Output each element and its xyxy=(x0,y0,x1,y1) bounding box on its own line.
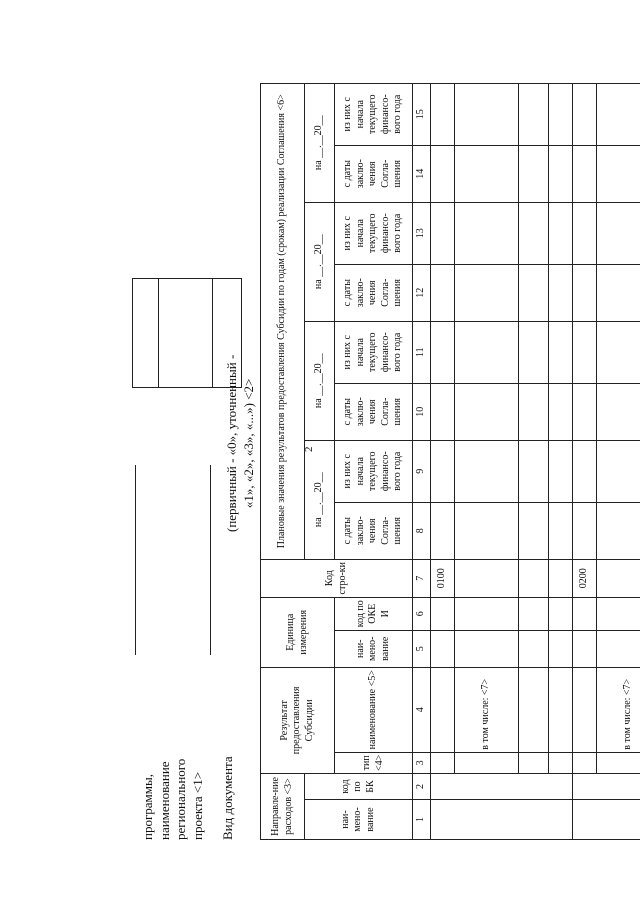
table-row xyxy=(597,83,640,839)
year-3: на __.__20__ xyxy=(305,202,335,321)
cell[interactable] xyxy=(549,597,573,630)
cell[interactable] xyxy=(549,440,573,502)
cell[interactable] xyxy=(597,502,640,559)
cell[interactable] xyxy=(519,264,549,321)
cell[interactable] xyxy=(455,202,519,264)
cell[interactable] xyxy=(597,752,640,773)
col-since-date: с даты заклю-чения Согла-шения xyxy=(335,502,413,559)
in-total-label: в том числе: <7> xyxy=(597,667,640,752)
cell[interactable] xyxy=(431,264,455,321)
cell[interactable] xyxy=(431,630,455,667)
h-planned: Плановые значения результатов предоставления Субсидии по годам (срокам) реализации Соглашения <6> xyxy=(261,83,305,559)
sub-code-bk: код по БК xyxy=(305,774,413,800)
cell[interactable] xyxy=(455,597,519,630)
page-number: 2 xyxy=(303,446,315,452)
cell[interactable] xyxy=(455,559,519,597)
cell[interactable] xyxy=(549,667,573,752)
col-num: 2 xyxy=(413,774,431,800)
sub-name: наи-мено-вание xyxy=(305,800,413,840)
col-num: 11 xyxy=(413,321,431,383)
cell[interactable] xyxy=(431,383,455,440)
cell[interactable] xyxy=(519,559,549,597)
cell[interactable] xyxy=(573,667,597,752)
sub-unit-name: наи-мено-вание xyxy=(335,630,413,667)
cell[interactable] xyxy=(597,630,640,667)
col-since-date: с даты заклю-чения Согла-шения xyxy=(335,145,413,202)
cell[interactable] xyxy=(597,264,640,321)
program-label: программы, наименование регионального проекта <1> xyxy=(140,758,205,840)
cell[interactable] xyxy=(519,202,549,264)
col-num: 3 xyxy=(413,752,431,773)
cell[interactable] xyxy=(549,383,573,440)
cell[interactable] xyxy=(519,752,549,773)
column-numbers-row xyxy=(413,83,431,839)
cell[interactable] xyxy=(519,630,549,667)
code-box-doc-type[interactable] xyxy=(158,278,213,388)
cell[interactable] xyxy=(549,264,573,321)
cell[interactable] xyxy=(455,264,519,321)
h-unit: Единица измерения xyxy=(261,597,335,667)
cell[interactable] xyxy=(455,630,519,667)
cell[interactable] xyxy=(549,83,573,145)
cell[interactable] xyxy=(455,383,519,440)
col-since-date: с даты заклю-чения Согла-шения xyxy=(335,383,413,440)
col-num: 4 xyxy=(413,667,431,752)
cell[interactable] xyxy=(519,321,549,383)
col-since-date: с даты заклю-чения Согла-шения xyxy=(335,264,413,321)
cell[interactable] xyxy=(597,321,640,383)
sub-type: тип <4> xyxy=(335,752,413,773)
cell[interactable] xyxy=(431,774,573,800)
table-row xyxy=(455,83,519,839)
col-num: 14 xyxy=(413,145,431,202)
cell[interactable] xyxy=(519,502,549,559)
cell[interactable] xyxy=(455,752,519,773)
cell[interactable] xyxy=(597,145,640,202)
cell[interactable] xyxy=(431,145,455,202)
col-num: 12 xyxy=(413,264,431,321)
col-num: 9 xyxy=(413,440,431,502)
cell[interactable] xyxy=(597,440,640,502)
row-code: 0200 xyxy=(573,559,597,597)
cell[interactable] xyxy=(573,597,597,630)
cell[interactable] xyxy=(597,597,640,630)
year-2: на __.__20__ xyxy=(305,321,335,440)
cell[interactable] xyxy=(573,752,597,773)
table-row xyxy=(519,83,549,839)
col-since-year: из них с начала текущего финансо-вого года xyxy=(335,83,413,145)
col-since-year: из них с начала текущего финансо-вого года xyxy=(335,202,413,264)
cell[interactable] xyxy=(573,502,597,559)
doc-type-fill-line[interactable] xyxy=(210,465,211,655)
cell[interactable] xyxy=(455,145,519,202)
year-4: на __.__20__ xyxy=(305,83,335,202)
cell[interactable] xyxy=(573,202,597,264)
h-direction: Направле-ние расходов <3> xyxy=(261,774,305,840)
cell[interactable] xyxy=(549,752,573,773)
cell[interactable] xyxy=(573,440,597,502)
doc-type-label: Вид документа xyxy=(220,756,235,840)
table-row xyxy=(549,83,573,839)
cell[interactable] xyxy=(573,774,640,800)
cell[interactable] xyxy=(519,83,549,145)
cell[interactable] xyxy=(519,383,549,440)
cell[interactable] xyxy=(455,321,519,383)
col-since-year: из них с начала текущего финансо-вого года xyxy=(335,321,413,383)
col-num: 7 xyxy=(413,559,431,597)
row-code: 0100 xyxy=(431,559,455,597)
cell[interactable] xyxy=(597,559,640,597)
h-result: Результат предоставления Субсидии xyxy=(261,667,335,773)
rotated-form xyxy=(40,25,634,870)
cell[interactable] xyxy=(573,321,597,383)
sub-okei: код по ОКЕ И xyxy=(335,597,413,630)
cell[interactable] xyxy=(431,440,455,502)
col-num: 15 xyxy=(413,83,431,145)
doc-type-note: (первичный - «0», уточненный - «1», «2», «3», «...») <2> xyxy=(224,354,256,532)
col-num: 6 xyxy=(413,597,431,630)
table-row xyxy=(431,83,455,839)
sub-result-name: наименование <5> xyxy=(335,667,413,752)
cell[interactable] xyxy=(431,202,455,264)
h-code: Код стро-ки xyxy=(261,559,413,597)
cell[interactable] xyxy=(455,502,519,559)
col-num: 13 xyxy=(413,202,431,264)
cell[interactable] xyxy=(431,83,455,145)
cell[interactable] xyxy=(519,440,549,502)
cell[interactable] xyxy=(573,83,597,145)
cell[interactable] xyxy=(431,321,455,383)
cell[interactable] xyxy=(597,202,640,264)
cell[interactable] xyxy=(573,264,597,321)
cell[interactable] xyxy=(573,145,597,202)
cell[interactable] xyxy=(549,321,573,383)
in-total-label: в том числе: <7> xyxy=(455,667,519,752)
cell[interactable] xyxy=(573,800,640,840)
cell[interactable] xyxy=(519,597,549,630)
cell[interactable] xyxy=(431,597,455,630)
cell[interactable] xyxy=(549,502,573,559)
cell[interactable] xyxy=(573,630,597,667)
cell[interactable] xyxy=(519,667,549,752)
cell[interactable] xyxy=(597,383,640,440)
cell[interactable] xyxy=(573,383,597,440)
cell[interactable] xyxy=(455,83,519,145)
col-num: 5 xyxy=(413,630,431,667)
col-num: 8 xyxy=(413,502,431,559)
col-num: 1 xyxy=(413,800,431,840)
cell[interactable] xyxy=(549,630,573,667)
results-table xyxy=(260,83,640,840)
cell[interactable] xyxy=(549,145,573,202)
cell[interactable] xyxy=(431,800,573,840)
cell[interactable] xyxy=(597,83,640,145)
cell[interactable] xyxy=(455,440,519,502)
cell[interactable] xyxy=(549,559,573,597)
cell[interactable] xyxy=(431,667,455,752)
table-row xyxy=(573,83,597,839)
cell[interactable] xyxy=(431,502,455,559)
cell[interactable] xyxy=(519,145,549,202)
cell[interactable] xyxy=(549,202,573,264)
col-num: 10 xyxy=(413,383,431,440)
year-1: на __.__20__ xyxy=(305,440,335,559)
col-since-year: из них с начала текущего финансо-вого года xyxy=(335,440,413,502)
cell[interactable] xyxy=(431,752,455,773)
program-fill-line[interactable] xyxy=(135,465,136,655)
